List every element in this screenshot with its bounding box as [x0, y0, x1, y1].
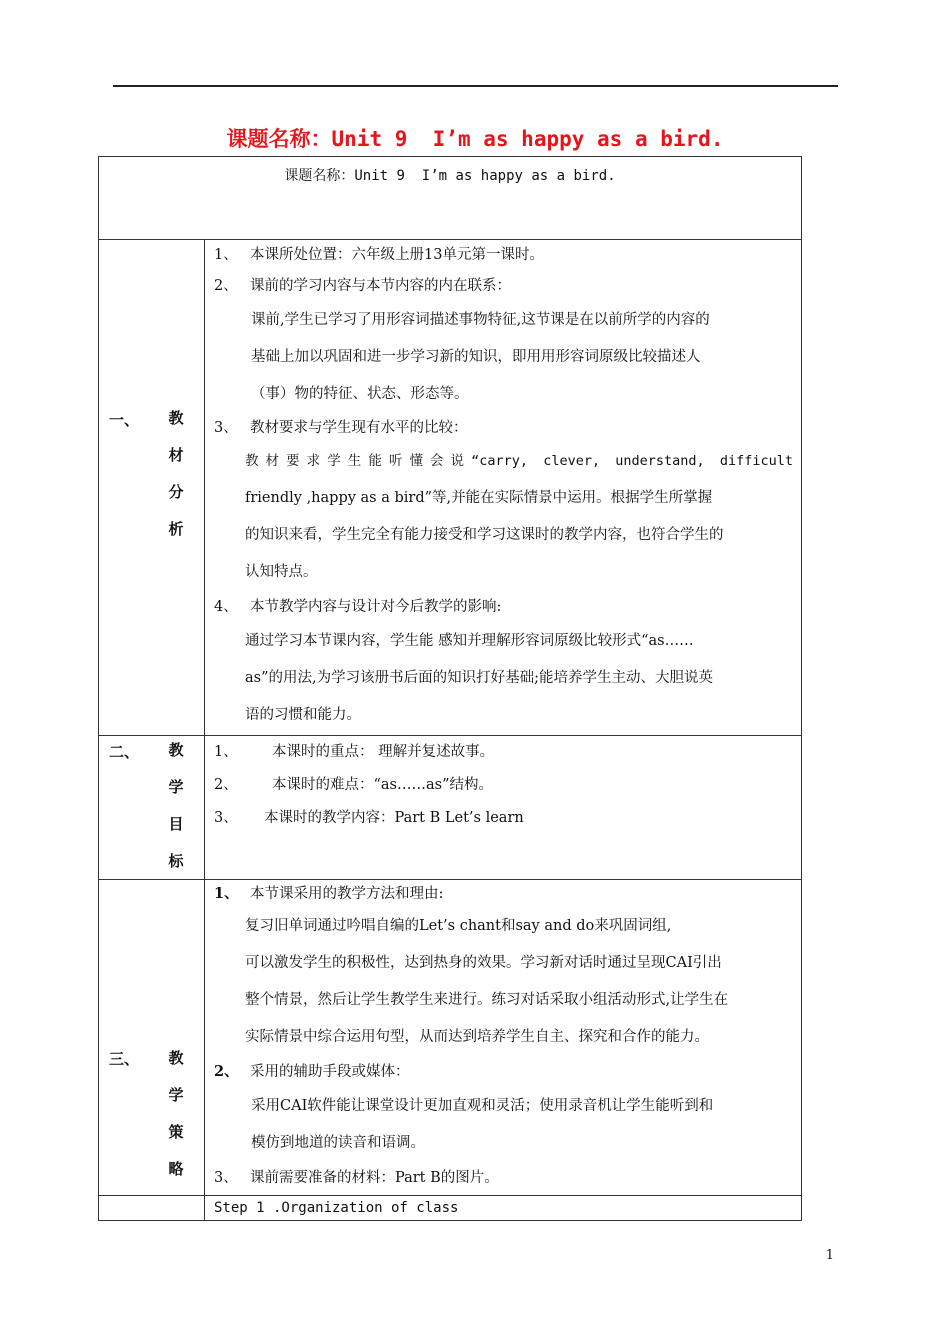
paragraph-line: 认知特点。 — [245, 564, 318, 580]
item-number: 1、 — [214, 885, 239, 902]
paragraph-line: 语的习惯和能力。 — [245, 707, 361, 723]
item-text: 本节课采用的教学方法和理由: — [250, 886, 444, 902]
section-label — [99, 736, 205, 880]
section-teaching-strategy — [99, 880, 802, 1196]
paragraph-line: （事）物的特征、状态、形态等。 — [251, 386, 469, 402]
paragraph-line: 通过学习本节课内容，学生能 感知并理解形容词原级比较形式“as…… — [245, 633, 694, 649]
paragraph-line: friendly ,happy as a bird”等,并能在实际情景中运用。根据学生所掌握 — [245, 490, 713, 506]
list-item — [214, 1056, 793, 1088]
table-header-row — [99, 157, 802, 240]
section-title-char: 教 — [168, 741, 184, 759]
section-content — [205, 736, 802, 880]
section-title-char: 学 — [168, 778, 184, 796]
paragraph — [214, 1088, 793, 1162]
item-text: 教材要求与学生现有水平的比较： — [250, 420, 468, 436]
item-number: 4、 — [214, 599, 238, 615]
item-text: 本课所处位置：六年级上册13单元第一课时。 — [250, 247, 544, 263]
paragraph — [214, 623, 793, 734]
paragraph-line: 课前,学生已学习了用形容词描述事物特征,这节课是在以前所学的内容的 — [251, 312, 710, 328]
page-number: 1 — [825, 1248, 834, 1263]
section-title-vertical — [165, 1040, 187, 1188]
list-item — [214, 413, 793, 443]
section-number: 二、 — [109, 743, 140, 761]
paragraph-line: 整个情景，然后让学生教学生来进行。练习对话采取小组活动形式,让学生在 — [245, 992, 729, 1008]
section-label — [99, 240, 205, 736]
list-item — [214, 591, 793, 623]
document-title-text: Unit 9 I’m as happy as a bird. — [331, 127, 724, 151]
list-item — [214, 769, 793, 802]
paragraph-line: as”的用法,为学习该册书后面的知识打好基础;能培养学生主动、大胆说英 — [245, 670, 713, 686]
section-label — [99, 1196, 205, 1221]
paragraph-line: 教材要求学生能听懂会说“carry, clever, understand, difficult — [245, 453, 794, 469]
section-label — [99, 880, 205, 1196]
item-text: 课前需要准备的材料：Part B的图片。 — [250, 1170, 499, 1186]
paragraph-line: 基础上加以巩固和进一步学习新的知识，即用用形容词原级比较描述人 — [251, 349, 701, 365]
section-number: 一、 — [109, 411, 140, 429]
paragraph-line: 实际情景中综合运用句型，从而达到培养学生自主、探究和合作的能力。 — [245, 1029, 709, 1045]
header-rule — [113, 85, 838, 87]
document-title-prefix: 课题名称： — [226, 127, 332, 151]
table-header-prefix: 课题名称： — [284, 168, 355, 184]
section-title-char: 教 — [168, 409, 184, 427]
list-item — [214, 736, 793, 769]
section-title-char: 学 — [168, 1086, 184, 1104]
list-item — [214, 880, 793, 908]
item-number: 3、 — [214, 1170, 238, 1186]
section-title-char: 分 — [168, 483, 184, 501]
item-number: 1、 — [214, 744, 238, 760]
section-title-char: 材 — [168, 446, 184, 464]
item-text: 本课时的教学内容：Part B Let’s learn — [264, 810, 524, 826]
section-title-char: 目 — [168, 815, 184, 833]
item-text: 本节教学内容与设计对今后教学的影响: — [250, 599, 502, 615]
list-item — [214, 270, 793, 302]
section-title-char: 教 — [168, 1049, 184, 1067]
paragraph-line: 采用CAI软件能让课堂设计更加直观和灵活；使用录音机让学生能听到和 — [251, 1098, 714, 1114]
section-title-vertical — [165, 732, 187, 880]
section-title-char: 标 — [168, 852, 184, 870]
list-item — [214, 802, 793, 835]
section-teaching-goals — [99, 736, 802, 880]
step-heading: Step 1 .Organization of class — [205, 1196, 802, 1221]
section-title-char: 略 — [168, 1160, 184, 1178]
list-item — [214, 1162, 793, 1194]
item-text: 采用的辅助手段或媒体： — [250, 1064, 410, 1080]
paragraph-line: 可以激发学生的积极性，达到热身的效果。学习新对话时通过呈现CAI引出 — [245, 955, 722, 971]
paragraph — [214, 443, 793, 591]
table-header-text: Unit 9 I’m as happy as a bird. — [354, 168, 616, 184]
paragraph-line: 的知识来看，学生完全有能力接受和学习这课时的教学内容，也符合学生的 — [245, 527, 724, 543]
document-title — [0, 123, 950, 153]
item-number: 3、 — [214, 810, 238, 826]
section-title-char: 策 — [168, 1123, 184, 1141]
section-content — [205, 880, 802, 1196]
item-number: 1、 — [214, 247, 238, 263]
list-item — [214, 240, 793, 270]
paragraph-line: 模仿到地道的读音和语调。 — [251, 1135, 425, 1151]
item-text: 本课时的重点： 理解并复述故事。 — [272, 744, 495, 760]
lesson-plan-table — [98, 156, 802, 1221]
section-teaching-steps — [99, 1196, 802, 1221]
item-number: 2、 — [214, 278, 238, 294]
item-number: 2、 — [214, 1063, 239, 1080]
section-title-char: 析 — [168, 520, 184, 538]
item-text: 本课时的难点：“as……as”结构。 — [272, 777, 493, 793]
paragraph — [214, 908, 793, 1056]
paragraph-line: 复习旧单词通过吟唱自编的Let’s chant和say and do来巩固词组, — [245, 918, 672, 934]
section-number: 三、 — [109, 1050, 140, 1068]
item-number: 2、 — [214, 777, 238, 793]
table-header-cell — [99, 157, 802, 240]
paragraph — [214, 302, 793, 413]
item-text: 课前的学习内容与本节内容的内在联系： — [250, 278, 511, 294]
section-title-vertical — [165, 400, 187, 548]
section-textbook-analysis — [99, 240, 802, 736]
item-number: 3、 — [214, 420, 238, 436]
section-content — [205, 240, 802, 736]
